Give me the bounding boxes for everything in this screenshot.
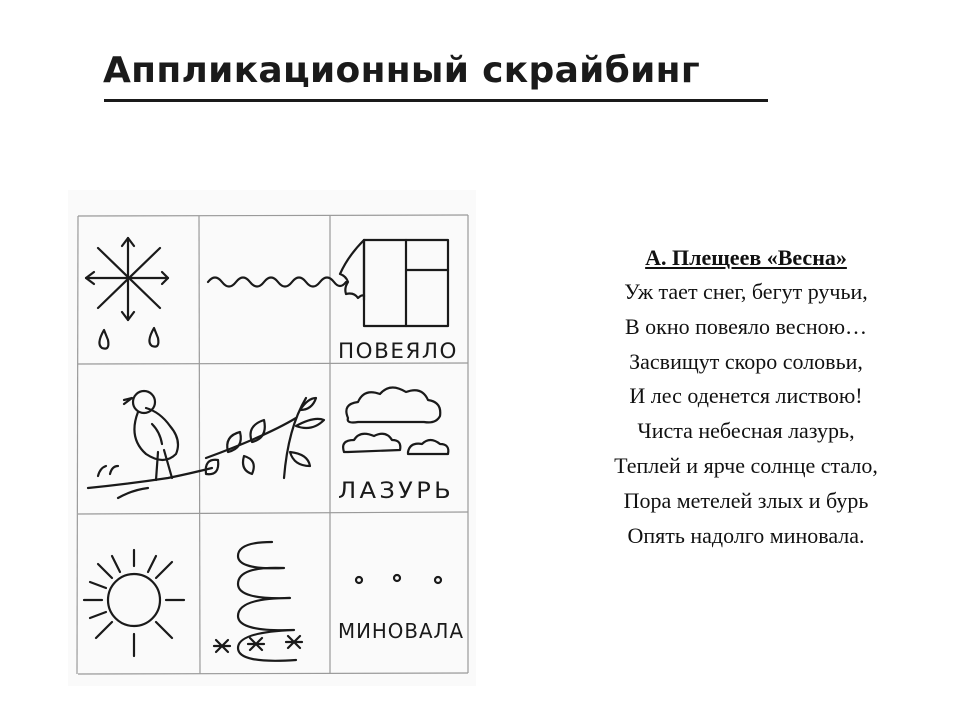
poem-line: Чиста небесная лазурь, [637,418,855,444]
poem-block [538,240,954,553]
dots-icon [356,575,441,583]
window-icon [340,240,448,326]
stream-icon [208,278,346,287]
spiral-icon [214,542,302,661]
raindrop-icon [99,328,158,349]
snowflake-icon [86,238,168,320]
pictogram-sheet [68,190,476,686]
poem-line: Теплей и ярче солнце стало, [614,452,878,478]
label-minovala: МИНОВАЛА [338,619,464,643]
slide-title: Аппликационный скрайбинг [103,50,700,91]
label-lazur: ЛАЗУРЬ [338,479,454,504]
branch-icon [88,466,212,498]
leafy-branch-icon [206,398,324,478]
label-poveyalo: ПОВЕЯЛО [338,339,458,363]
poem-line: Пора метелей злых и бурь [623,487,869,513]
poem-line: В окно повеяло весною… [624,313,868,339]
pictogram-drawing [68,190,476,686]
sun-icon [84,550,184,656]
title-underline [104,99,768,102]
poem-line: Засвищут скоро соловьи, [629,348,863,374]
poem-line: И лес оденется листвою! [629,383,863,409]
poem-heading: А. Плещеев «Весна» [645,245,847,270]
poem-line: Опять надолго миновала. [627,522,865,548]
poem-line: Уж тает снег, бегут ручьи, [624,279,868,304]
bird-icon [124,391,178,480]
cloud-icon [343,387,448,454]
